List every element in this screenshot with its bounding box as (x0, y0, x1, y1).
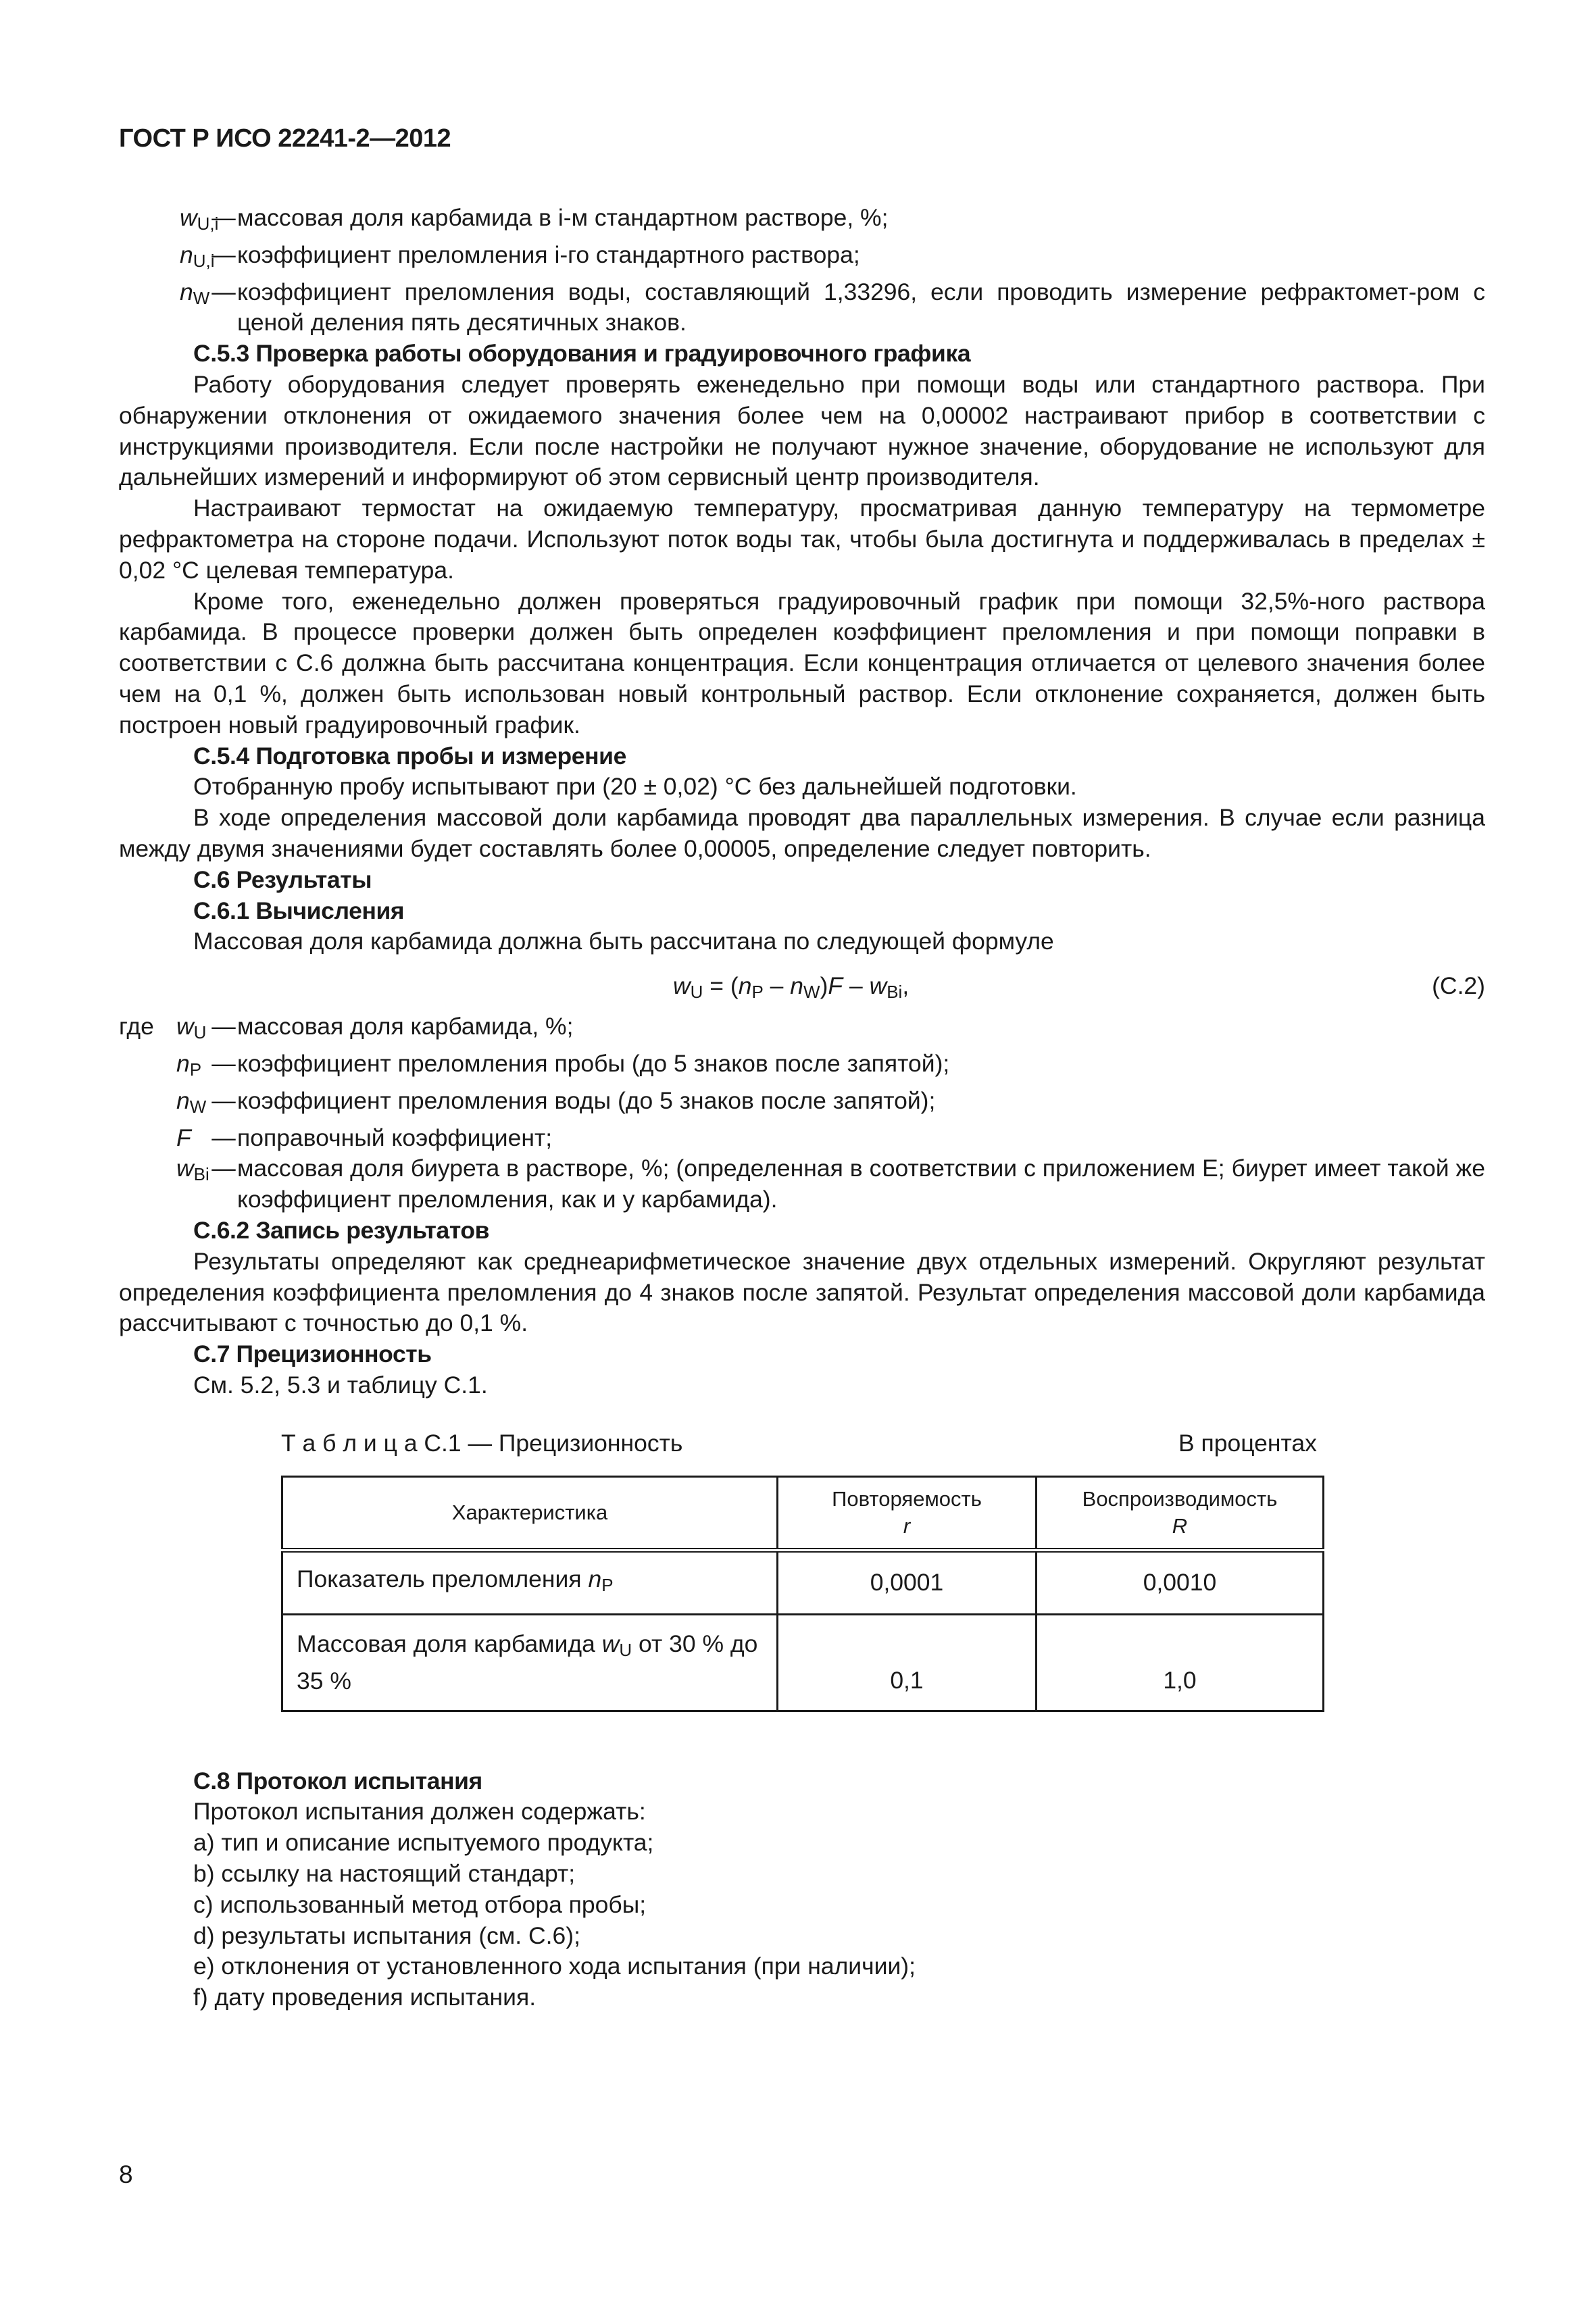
formula-c2: $w_U = (n_P - n_W)F - w_{Bi}$, (673, 972, 909, 1003)
definition-row: $n_P$ — коэффициент преломления пробы (до 5 знаков после запятой); (119, 1049, 1485, 1086)
list-item: е) отклонения от установленного хода испытания (при наличии); (193, 1953, 916, 1980)
definition-text: коэффициент преломления пробы (до 5 знаков после запятой); (237, 1049, 950, 1077)
definition-row: $n_W$ — коэффициент преломления воды (до 5 знаков после запятой); (119, 1086, 1485, 1123)
symbol: $w_U$ (176, 1013, 207, 1043)
document-header: ГОСТ Р ИСО 22241-2—2012 (119, 124, 451, 153)
definition-text: коэффициент преломления i-го стандартного раствора; (237, 241, 860, 268)
symbol: $n_P$ (176, 1049, 202, 1080)
definition-text: массовая доля карбамида, %; (237, 1013, 574, 1040)
paragraph: Результаты определяют как среднеарифметическое значение двух отдельных измерений. Округляют результат определения коэффициента преломления до 4 знаков после запятой. Результат определения массовой доли карбамида рассчитывают с точностью до 0,1 %. (119, 1247, 1485, 1337)
paragraph: Работу оборудования следует проверять еженедельно при помощи воды или стандартного раствора. При обнаружении отклонения от ожидаемого значения более чем на 0,00002 настраивают прибор в соответствии с инструкциями производителя. Если после настройки не получают нужное значение, оборудование не используют для дальнейших измерений и информируют об этом сервисный центр производителя. (119, 370, 1485, 491)
symbol: $n_W$ (180, 278, 210, 308)
page-number: 8 (119, 2161, 133, 2188)
list-item: f) дату проведения испытания. (193, 1984, 537, 2011)
list-item: d) результаты испытания (см. С.6); (193, 1921, 580, 1949)
list-item: b) ссылку на настоящий стандарт; (193, 1860, 576, 1888)
definition-row: $w_{Bi}$ — массовая доля биурета в растворе, %; (определенная в соответствии с приложением Е; биурет имеет такой же коэффициент преломления, как и у карбамида). (119, 1153, 1485, 1215)
precision-table (281, 1476, 1324, 1712)
table-caption-row (119, 1428, 1485, 1462)
page-content (119, 203, 1485, 2013)
section-heading-c6: С.6 Результаты (193, 865, 372, 893)
symbol: $w_{U,i}$ (180, 204, 219, 234)
header-repeatability: Повторяемость r (778, 1476, 1037, 1550)
section-heading-c61: С.6.1 Вычисления (193, 897, 405, 924)
symbol: $n_W$ (176, 1086, 207, 1117)
definition-row: $n_W$ — коэффициент преломления воды, составляющий 1,33296, если проводить измерение рефрактомет-ром с ценой деления пять десятичных знаков. (119, 277, 1485, 339)
table-caption: Т а б л и ц а С.1 — Прецизионность (281, 1429, 683, 1457)
list-item: а) тип и описание испытуемого продукта; (193, 1829, 654, 1857)
table-row (282, 1614, 1324, 1711)
section-heading-c8: С.8 Протокол испытания (193, 1767, 482, 1794)
paragraph: Протокол испытания должен содержать: (193, 1798, 646, 1826)
definition-text: коэффициент преломления воды, составляющий 1,33296, если проводить измерение рефрактомет-ром с ценой деления пять десятичных знаков. (237, 278, 1485, 336)
section-heading-c54: С.5.4 Подготовка пробы и измерение (193, 742, 626, 770)
cell-repeatability: 0,0001 (778, 1550, 1037, 1614)
paragraph: Кроме того, еженедельно должен проверяться градуировочный график при помощи 32,5%-ного раствора карбамида. В процессе проверки должен быть определен коэффициент преломления и при помощи поправки в соответствии с С.6 должна быть рассчитана концентрация. Если концентрация отличается от целевого значения более чем на 0,1 %, должен быть использован новый контрольный раствор. Если отклонение сохраняется, должен быть построен новый градуировочный график. (119, 587, 1485, 738)
cell-reproducibility: 0,0010 (1037, 1550, 1324, 1614)
paragraph: В ходе определения массовой доли карбамида проводят два параллельных измерения. В случае если разница между двумя значениями будет составлять более 0,00005, определение следует повторить. (119, 804, 1485, 862)
header-reproducibility: Воспроизводимость R (1037, 1476, 1324, 1550)
pre-definitions (119, 203, 1485, 338)
definition-text: поправочный коэффициент; (237, 1124, 553, 1151)
equation-number: (С.2) (1432, 972, 1485, 1000)
definition-row: $n_{U,i}$ — коэффициент преломления i-го стандартного раствора; (119, 240, 1485, 277)
paragraph: Отобранную пробу испытывают при (20 ± 0,02) °С без дальнейшей подготовки. (193, 773, 1077, 801)
definition-text: массовая доля карбамида в i-м стандартном растворе, %; (237, 204, 889, 231)
paragraph: См. 5.2, 5.3 и таблицу С.1. (193, 1371, 488, 1399)
table-header-row (282, 1476, 1324, 1550)
table-units: В процентах (1178, 1429, 1317, 1457)
formula-definitions (119, 1011, 1485, 1215)
section-heading-c62: С.6.2 Запись результатов (193, 1216, 490, 1244)
formula-row (119, 971, 1485, 1003)
where-label: где (119, 1013, 154, 1040)
cell-reproducibility: 1,0 (1037, 1614, 1324, 1711)
definition-row: где $w_U$ — массовая доля карбамида, %; (119, 1011, 1485, 1049)
paragraph: Настраивают термостат на ожидаемую температуру, просматривая данную температуру на термометре рефрактометра на стороне подачи. Используют поток воды так, чтобы была достигнута и поддерживалась в пределах ± 0,02 °С целевая температура. (119, 495, 1485, 584)
table-row (282, 1550, 1324, 1614)
symbol: $w_{Bi}$ (176, 1155, 209, 1185)
header-characteristic: Характеристика (282, 1476, 778, 1550)
definition-row: $w_{U,i}$ — массовая доля карбамида в i-м стандартном растворе, %; (119, 203, 1485, 240)
section-heading-c7: С.7 Прецизионность (193, 1340, 432, 1368)
definition-row: F — поправочный коэффициент; (119, 1123, 1485, 1154)
symbol: F (176, 1124, 191, 1151)
list-item: c) использованный метод отбора пробы; (193, 1890, 647, 1918)
cell-repeatability: 0,1 (778, 1614, 1037, 1711)
symbol: $n_{U,i}$ (180, 241, 215, 271)
cell-characteristic: Показатель преломления $n_P$ (282, 1550, 778, 1614)
definition-text: коэффициент преломления воды (до 5 знаков после запятой); (237, 1086, 936, 1114)
section-heading-c53: С.5.3 Проверка работы оборудования и градуировочного графика (193, 340, 971, 368)
paragraph: Массовая доля карбамида должна быть рассчитана по следующей формуле (193, 928, 1054, 955)
definition-text: массовая доля биурета в растворе, %; (определенная в соответствии с приложением Е; биурет имеет такой же коэффициент преломления, как и у карбамида). (237, 1155, 1485, 1213)
cell-characteristic: Массовая доля карбамида $w_U$ от 30 % до 35 % (282, 1614, 778, 1711)
